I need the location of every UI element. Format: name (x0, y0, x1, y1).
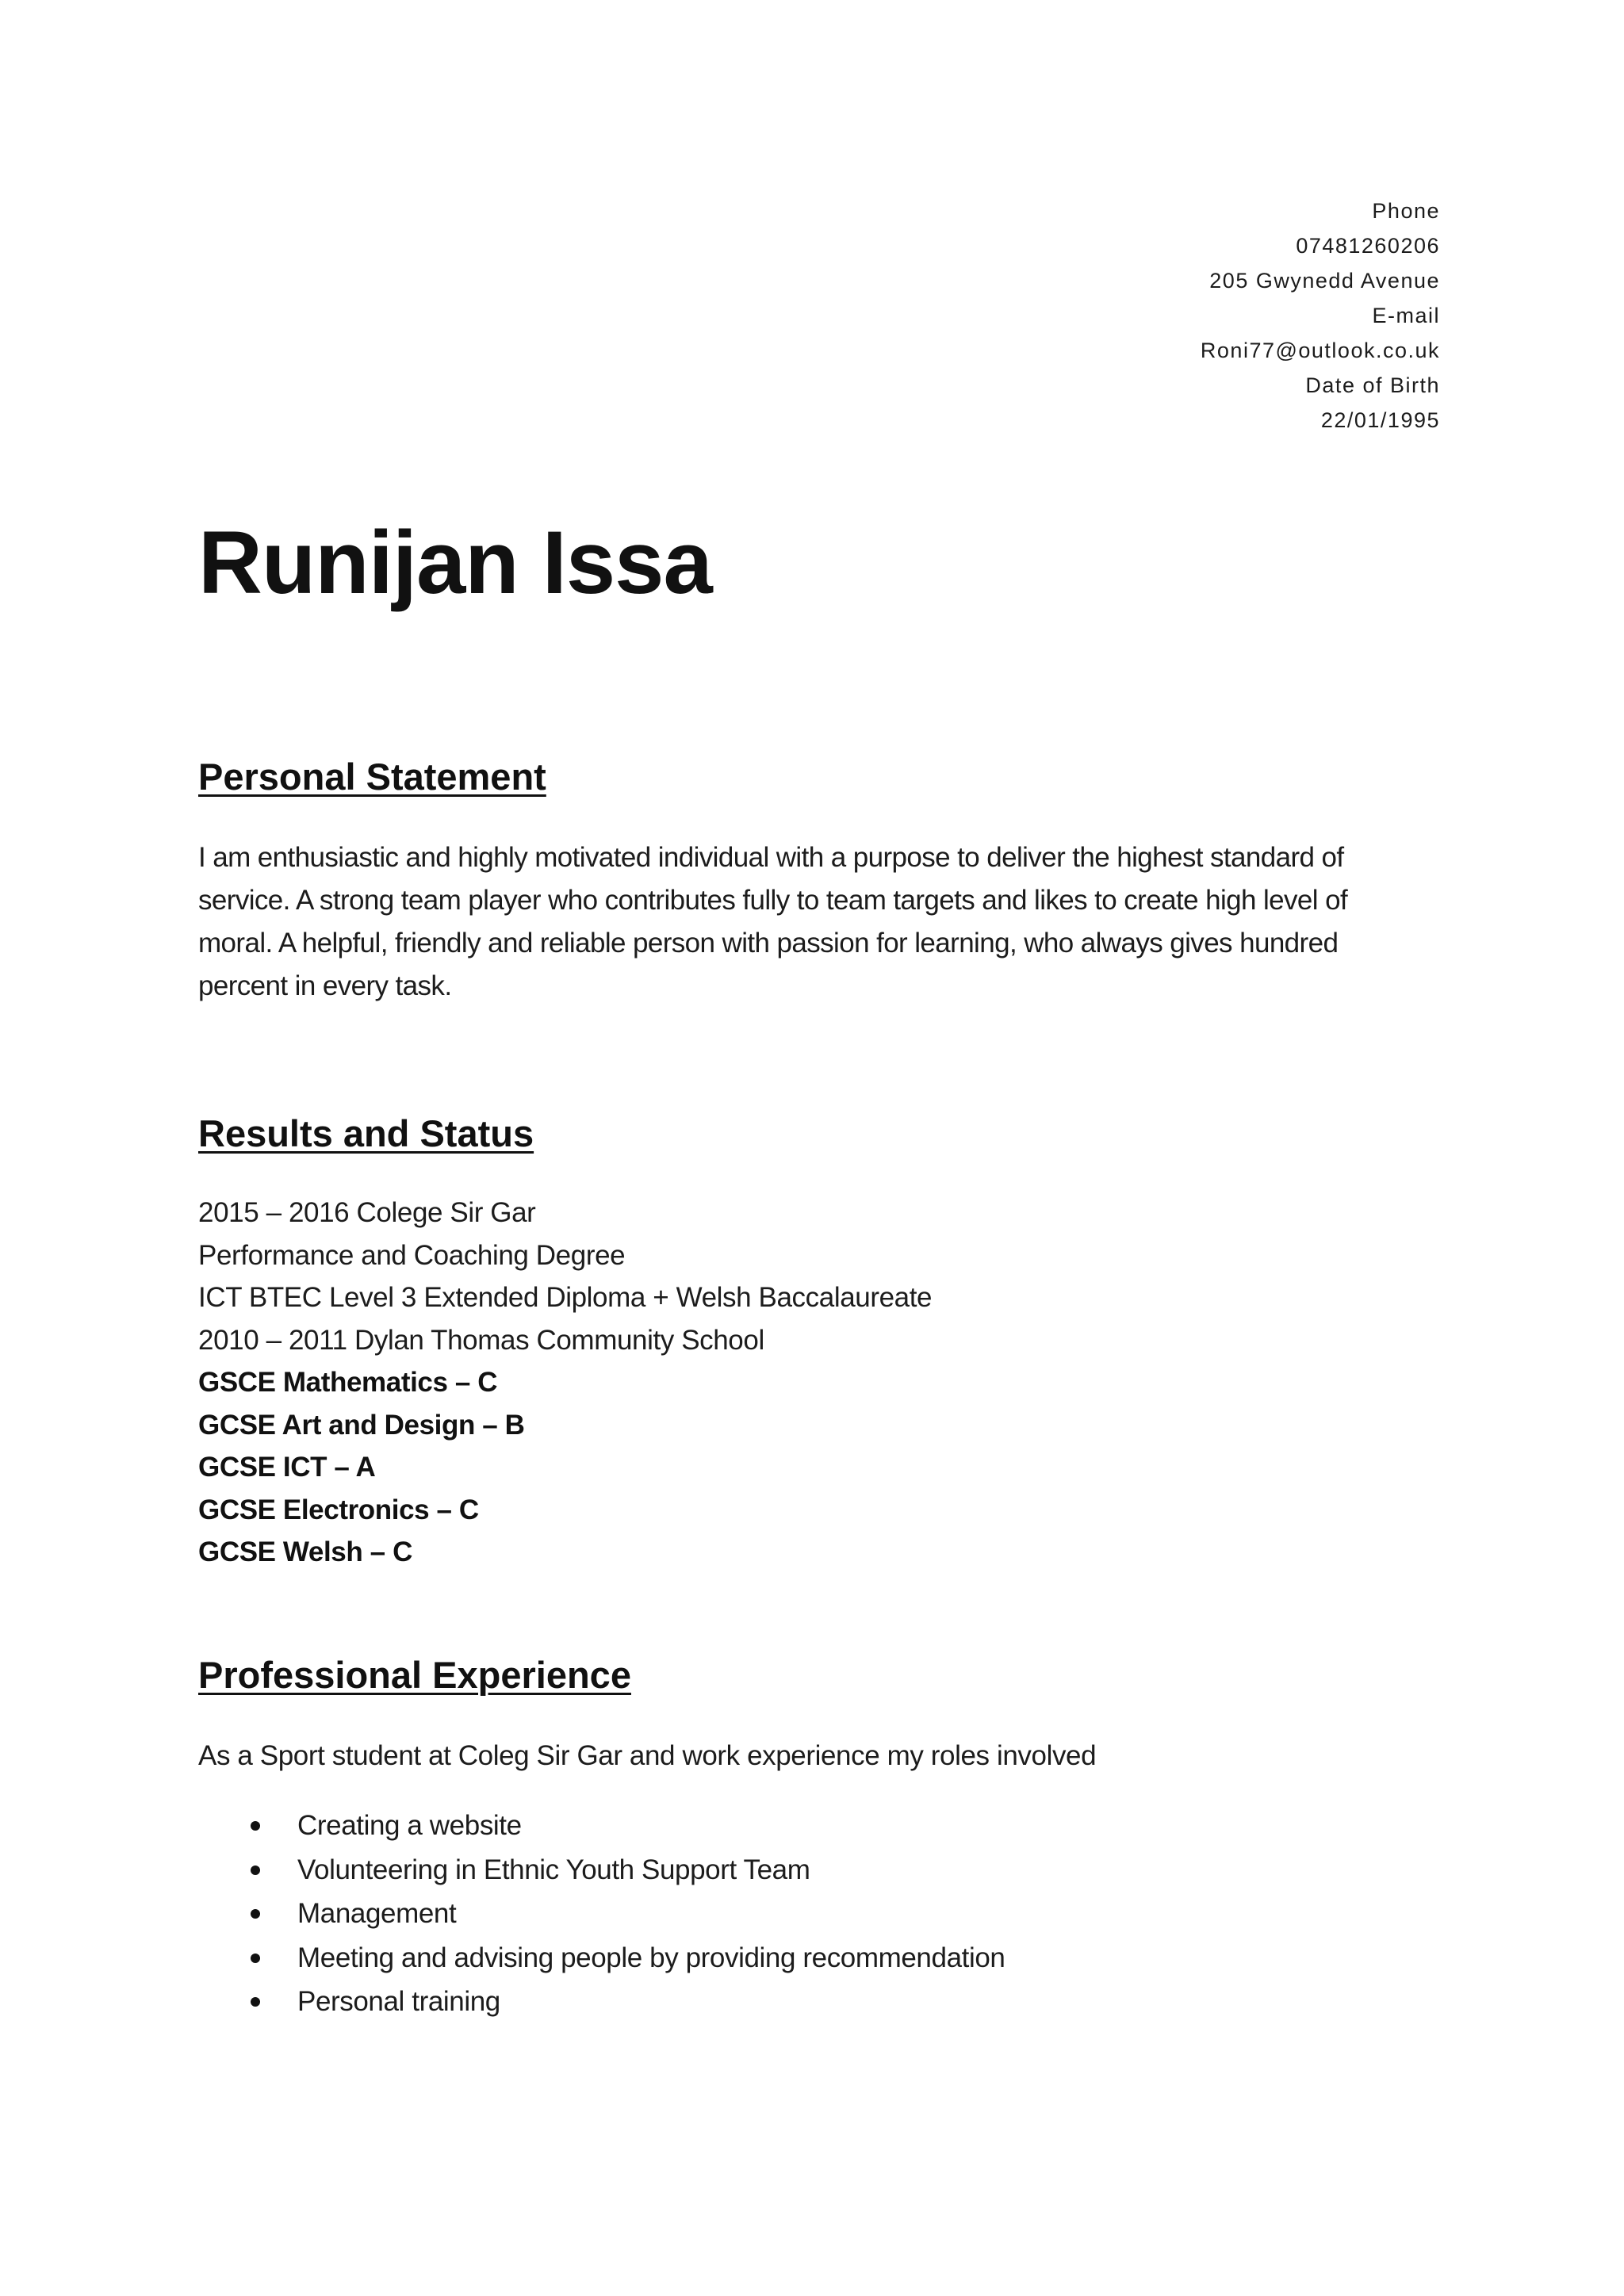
statement-line: moral. A helpful, friendly and reliable person with passion for learning, who always gives hundred (198, 928, 1339, 959)
personal-statement-heading: Personal Statement (198, 756, 546, 798)
list-item-text: Volunteering in Ethnic Youth Support Team (297, 1854, 810, 1885)
bullet-icon (251, 1909, 260, 1919)
experience-list (198, 1804, 1005, 2024)
list-item-text: Meeting and advising people by providing recommendation (297, 1942, 1005, 1973)
experience-intro: As a Sport student at Coleg Sir Gar and work experience my roles involved (198, 1740, 1097, 1771)
statement-line: I am enthusiastic and highly motivated individual with a purpose to deliver the highest standard of (198, 842, 1344, 873)
email-address: Roni77@outlook.co.uk (1200, 339, 1440, 362)
bullet-icon (251, 1997, 260, 2007)
dob-value: 22/01/1995 (1320, 408, 1440, 432)
list-item-text: Creating a website (297, 1810, 522, 1841)
grade-line: GCSE Electronics – C (198, 1494, 479, 1525)
phone-label: Phone (1372, 199, 1440, 223)
grade-line: GSCE Mathematics – C (198, 1367, 498, 1398)
personal-statement-text (198, 836, 1435, 1008)
grade-line: GCSE Welsh – C (198, 1536, 412, 1567)
contact-block (1201, 193, 1440, 438)
list-item (198, 1936, 1005, 1980)
list-item (198, 1980, 1005, 2024)
results-list (198, 1192, 932, 1574)
email-label: E-mail (1372, 304, 1440, 327)
list-item-text: Personal training (297, 1986, 500, 2017)
dob-label: Date of Birth (1305, 373, 1440, 397)
address: 205 Gwynedd Avenue (1209, 269, 1440, 293)
statement-line: service. A strong team player who contributes fully to team targets and likes to create high level of (198, 885, 1348, 916)
results-heading: Results and Status (198, 1112, 534, 1154)
grade-line: GCSE Art and Design – B (198, 1409, 525, 1441)
list-item (198, 1892, 1005, 1936)
statement-line: percent in every task. (198, 970, 452, 1001)
results-line: 2015 – 2016 Colege Sir Gar (198, 1197, 536, 1228)
results-line: ICT BTEC Level 3 Extended Diploma + Welsh Baccalaureate (198, 1282, 933, 1313)
grade-line: GCSE ICT – A (198, 1452, 376, 1483)
list-item (198, 1804, 1005, 1848)
bullet-icon (251, 1821, 260, 1831)
list-item (198, 1848, 1005, 1892)
candidate-name: Runijan Issa (198, 513, 712, 612)
results-line: Performance and Coaching Degree (198, 1239, 626, 1271)
results-line: 2010 – 2011 Dylan Thomas Community School (198, 1324, 764, 1356)
list-item-text: Management (297, 1898, 457, 1929)
bullet-icon (251, 1954, 260, 1963)
phone-number: 07481260206 (1296, 234, 1440, 258)
bullet-icon (251, 1866, 260, 1875)
experience-heading: Professional Experience (198, 1654, 631, 1696)
